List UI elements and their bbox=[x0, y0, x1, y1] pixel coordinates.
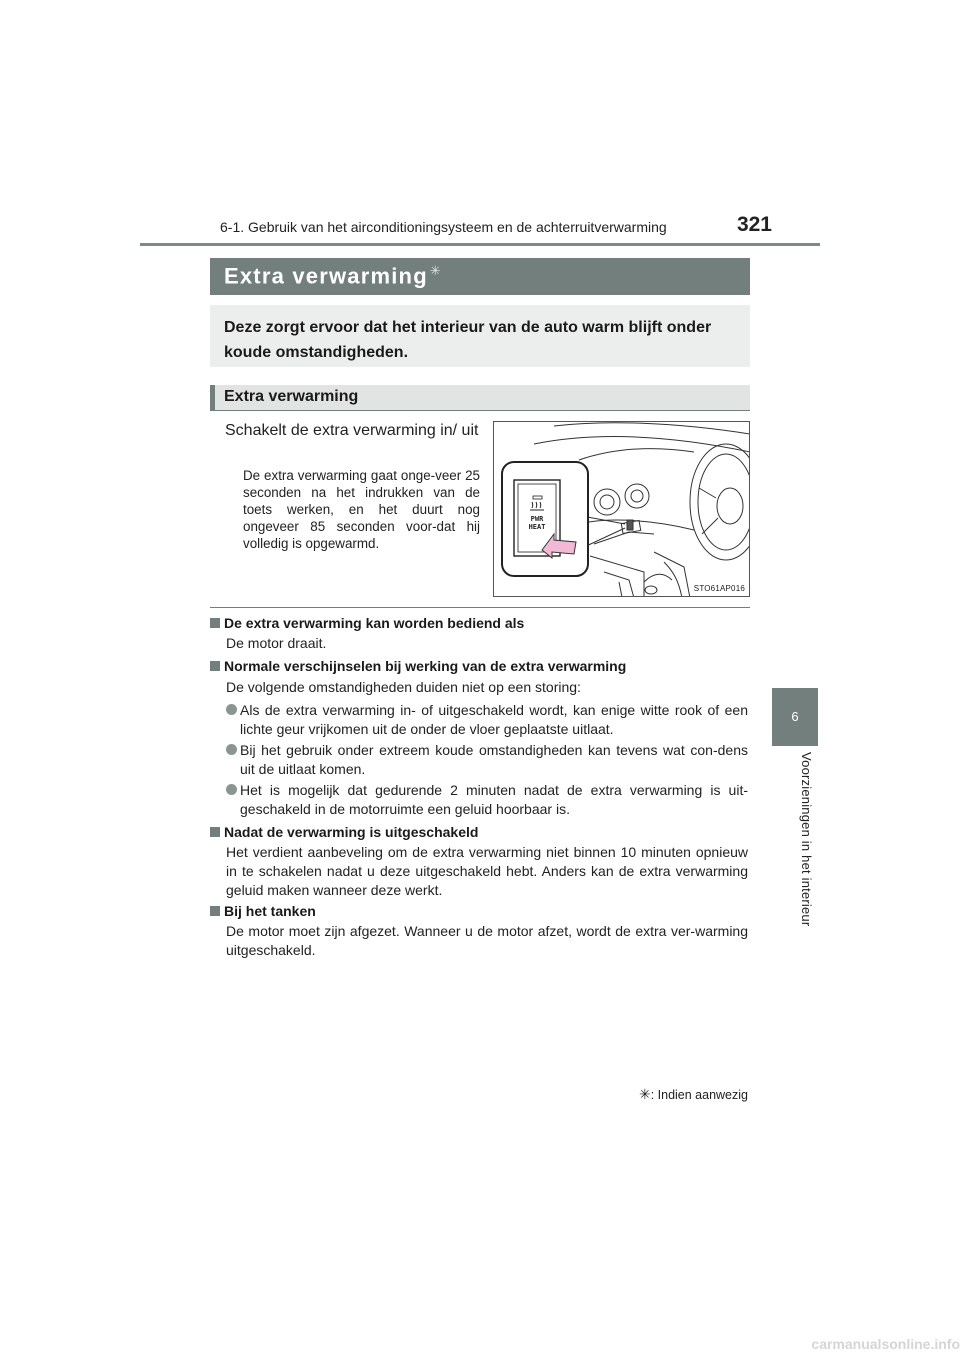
note-text-3: Het verdient aanbeveling om de extra verwarming niet binnen 10 minuten opnieuw in te schakelen nadat u deze uitgeschakeld hebt. Anders kan de extra verwarming geluid maken wanneer deze werkt. bbox=[226, 844, 748, 898]
chapter-tab: 6 bbox=[772, 688, 818, 746]
note-text-4: De motor moet zijn afgezet. Wanneer u de motor afzet, wordt de extra ver-warming uitgeschakeld. bbox=[226, 923, 748, 958]
round-bullet-icon bbox=[226, 704, 237, 715]
asterisk-mark: ✳ bbox=[429, 263, 442, 278]
intro-box bbox=[210, 305, 750, 367]
watermark: carmanualsonline.info bbox=[811, 1336, 960, 1352]
intro-text: Deze zorgt ervoor dat het interieur van de auto warm blijft onder koude omstandigheden. bbox=[224, 319, 712, 361]
section-rule bbox=[210, 410, 750, 411]
list-item: Als de extra verwarming in- of uitgeschakeld wordt, kan enige witte rook of een lichte geur vrijkomen uit de onder de vloer geplaatste uitlaat. bbox=[226, 701, 748, 741]
header-rule bbox=[140, 243, 820, 246]
square-bullet-icon bbox=[210, 618, 220, 628]
step-text: Schakelt de extra verwarming in/ uit bbox=[225, 422, 479, 439]
footnote: ✳: Indien aanwezig bbox=[638, 1086, 748, 1102]
chapter-title-vertical: Voorzieningen in het interieur bbox=[799, 752, 814, 927]
page-number: 321 bbox=[736, 213, 772, 236]
figure-code: STO61AP016 bbox=[693, 584, 745, 593]
asterisk-mark: ✳ bbox=[638, 1086, 651, 1102]
note-text-1: De motor draait. bbox=[226, 635, 327, 651]
note-heading-4: Bij het tanken bbox=[210, 903, 316, 919]
square-bullet-icon bbox=[210, 827, 220, 837]
list-item: Het is mogelijk dat gedurende 2 minuten nadat de extra verwarming is uit-geschakeld in de motorruimte een geluid hoorbaar is. bbox=[226, 781, 748, 821]
page-title-bar bbox=[210, 258, 750, 295]
page-title: Extra verwarming ✳ bbox=[224, 263, 442, 289]
round-bullet-icon bbox=[226, 744, 237, 755]
square-bullet-icon bbox=[210, 661, 220, 671]
running-header: 6-1. Gebruik van het airconditioningsysteem en de achterruitverwarming bbox=[220, 219, 667, 235]
round-bullet-icon bbox=[226, 784, 237, 795]
note-text-2: De volgende omstandigheden duiden niet op een storing: bbox=[226, 679, 581, 695]
note-heading-2: Normale verschijnselen bij werking van de extra verwarming bbox=[210, 658, 626, 674]
section-heading: Extra verwarming bbox=[224, 388, 359, 405]
list-item: Bij het gebruik onder extreem koude omstandigheden kan tevens wat con-dens uit de uitlaat komen. bbox=[226, 741, 748, 781]
divider-rule bbox=[210, 607, 750, 608]
square-bullet-icon bbox=[210, 906, 220, 916]
step-description: De extra verwarming gaat onge-veer 25 seconden na het indrukken van de toets werken, en het duurt nog ongeveer 85 seconden voor-dat hij volledig is opgewarmd. bbox=[243, 468, 480, 551]
note-heading-1: De extra verwarming kan worden bediend als bbox=[210, 615, 524, 631]
button-label-heat: HEAT bbox=[528, 523, 546, 531]
section-header bbox=[210, 385, 750, 411]
note-heading-3: Nadat de verwarming is uitgeschakeld bbox=[210, 824, 478, 840]
dashboard-drawing bbox=[494, 422, 750, 597]
dashboard-illustration bbox=[493, 421, 750, 597]
button-label-pwr: PWR bbox=[530, 515, 544, 523]
